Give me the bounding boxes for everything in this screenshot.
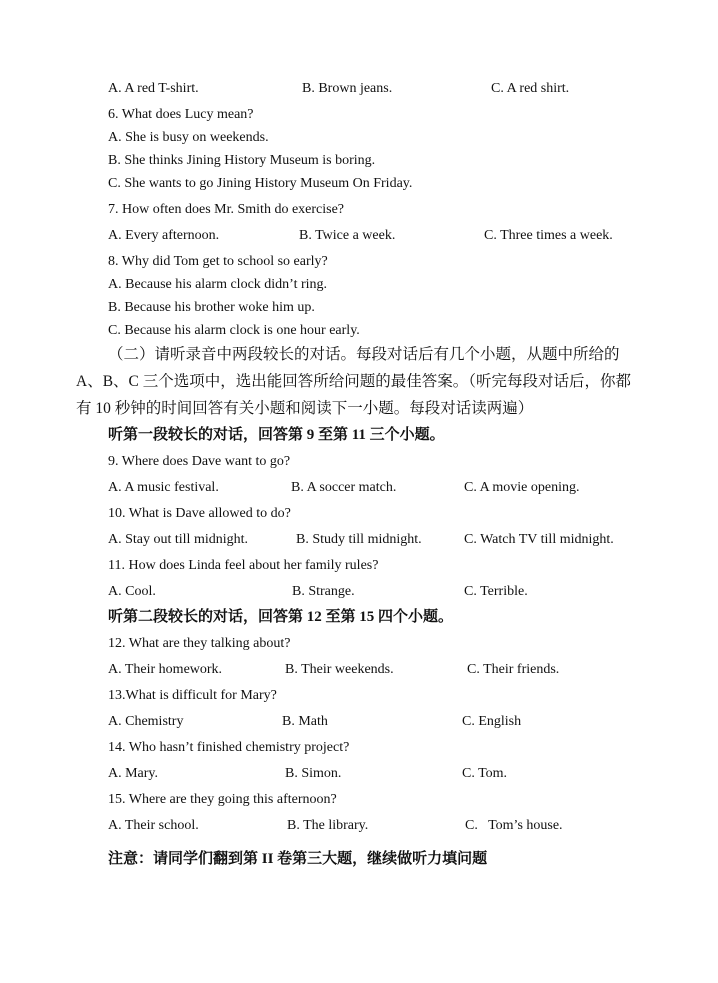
q13-option-b: B. Math	[282, 714, 328, 729]
section2-instruction-line3: 有 10 秒钟的时间回答有关小题和阅读下一小题。每段对话读两遍）	[76, 400, 534, 417]
section2-instruction-line2: A、B、C 三个选项中，选出能回答所给问题的最佳答案。（听完每段对话后，你都	[76, 373, 631, 390]
q5-option-c: C. A red shirt.	[491, 81, 570, 96]
q11-option-a: A. Cool.	[108, 584, 156, 599]
q7-option-a: A. Every afternoon.	[108, 228, 220, 243]
dialog1-heading: 听第一段较长的对话，回答第 9 至第 11 三个小题。	[108, 427, 445, 443]
q12-stem: 12. What are they talking about?	[108, 636, 291, 651]
q5-option-b: B. Brown jeans.	[302, 81, 393, 96]
q9-stem: 9. Where does Dave want to go?	[108, 454, 291, 469]
q14-stem: 14. Who hasn’t finished chemistry project?	[108, 740, 350, 755]
q10-stem: 10. What is Dave allowed to do?	[108, 506, 291, 521]
q9-option-b: B. A soccer match.	[291, 480, 397, 495]
q14-option-c: C. Tom.	[462, 766, 508, 781]
q8-option-c: C. Because his alarm clock is one hour early.	[108, 323, 360, 338]
q15-option-a: A. Their school.	[108, 818, 199, 833]
note-turn-to-volume-ii: 注意：请同学们翻到第 II 卷第三大题，继续做听力填问题	[108, 851, 488, 867]
dialog2-heading: 听第二段较长的对话，回答第 12 至第 15 四个小题。	[108, 609, 454, 625]
q7-option-b: B. Twice a week.	[299, 228, 396, 243]
q6-option-a: A. She is busy on weekends.	[108, 130, 269, 145]
q10-option-a: A. Stay out till midnight.	[108, 532, 249, 547]
q10-option-b: B. Study till midnight.	[296, 532, 422, 547]
q11-option-c: C. Terrible.	[464, 584, 528, 599]
q11-option-b: B. Strange.	[292, 584, 355, 599]
q13-option-c: C. English	[462, 714, 522, 729]
q15-option-b: B. The library.	[287, 818, 369, 833]
q10-option-c: C. Watch TV till midnight.	[464, 532, 614, 547]
q14-option-b: B. Simon.	[285, 766, 342, 781]
section2-instruction-line1: （二）请听录音中两段较长的对话。每段对话后有几个小题，从题中所给的	[108, 346, 620, 363]
q8-option-a: A. Because his alarm clock didn’t ring.	[108, 277, 328, 292]
q12-option-a: A. Their homework.	[108, 662, 223, 677]
q15-stem: 15. Where are they going this afternoon?	[108, 792, 337, 807]
q5-option-a: A. A red T-shirt.	[108, 81, 199, 96]
q12-option-b: B. Their weekends.	[285, 662, 394, 677]
q8-stem: 8. Why did Tom get to school so early?	[108, 254, 328, 269]
q13-option-a: A. Chemistry	[108, 714, 184, 729]
q8-option-b: B. Because his brother woke him up.	[108, 300, 315, 315]
q6-option-b: B. She thinks Jining History Museum is boring.	[108, 153, 376, 168]
q9-option-a: A. A music festival.	[108, 480, 219, 495]
q7-option-c: C. Three times a week.	[484, 228, 613, 243]
q6-stem: 6. What does Lucy mean?	[108, 107, 254, 122]
q13-stem: 13.What is difficult for Mary?	[108, 688, 277, 703]
q15-option-c: C. Tom’s house.	[465, 818, 563, 833]
q11-stem: 11. How does Linda feel about her family rules?	[108, 558, 379, 573]
q7-stem: 7. How often does Mr. Smith do exercise?	[108, 202, 345, 217]
q12-option-c: C. Their friends.	[467, 662, 560, 677]
q9-option-c: C. A movie opening.	[464, 480, 580, 495]
q6-option-c: C. She wants to go Jining History Museum On Friday.	[108, 176, 413, 191]
q14-option-a: A. Mary.	[108, 766, 159, 781]
